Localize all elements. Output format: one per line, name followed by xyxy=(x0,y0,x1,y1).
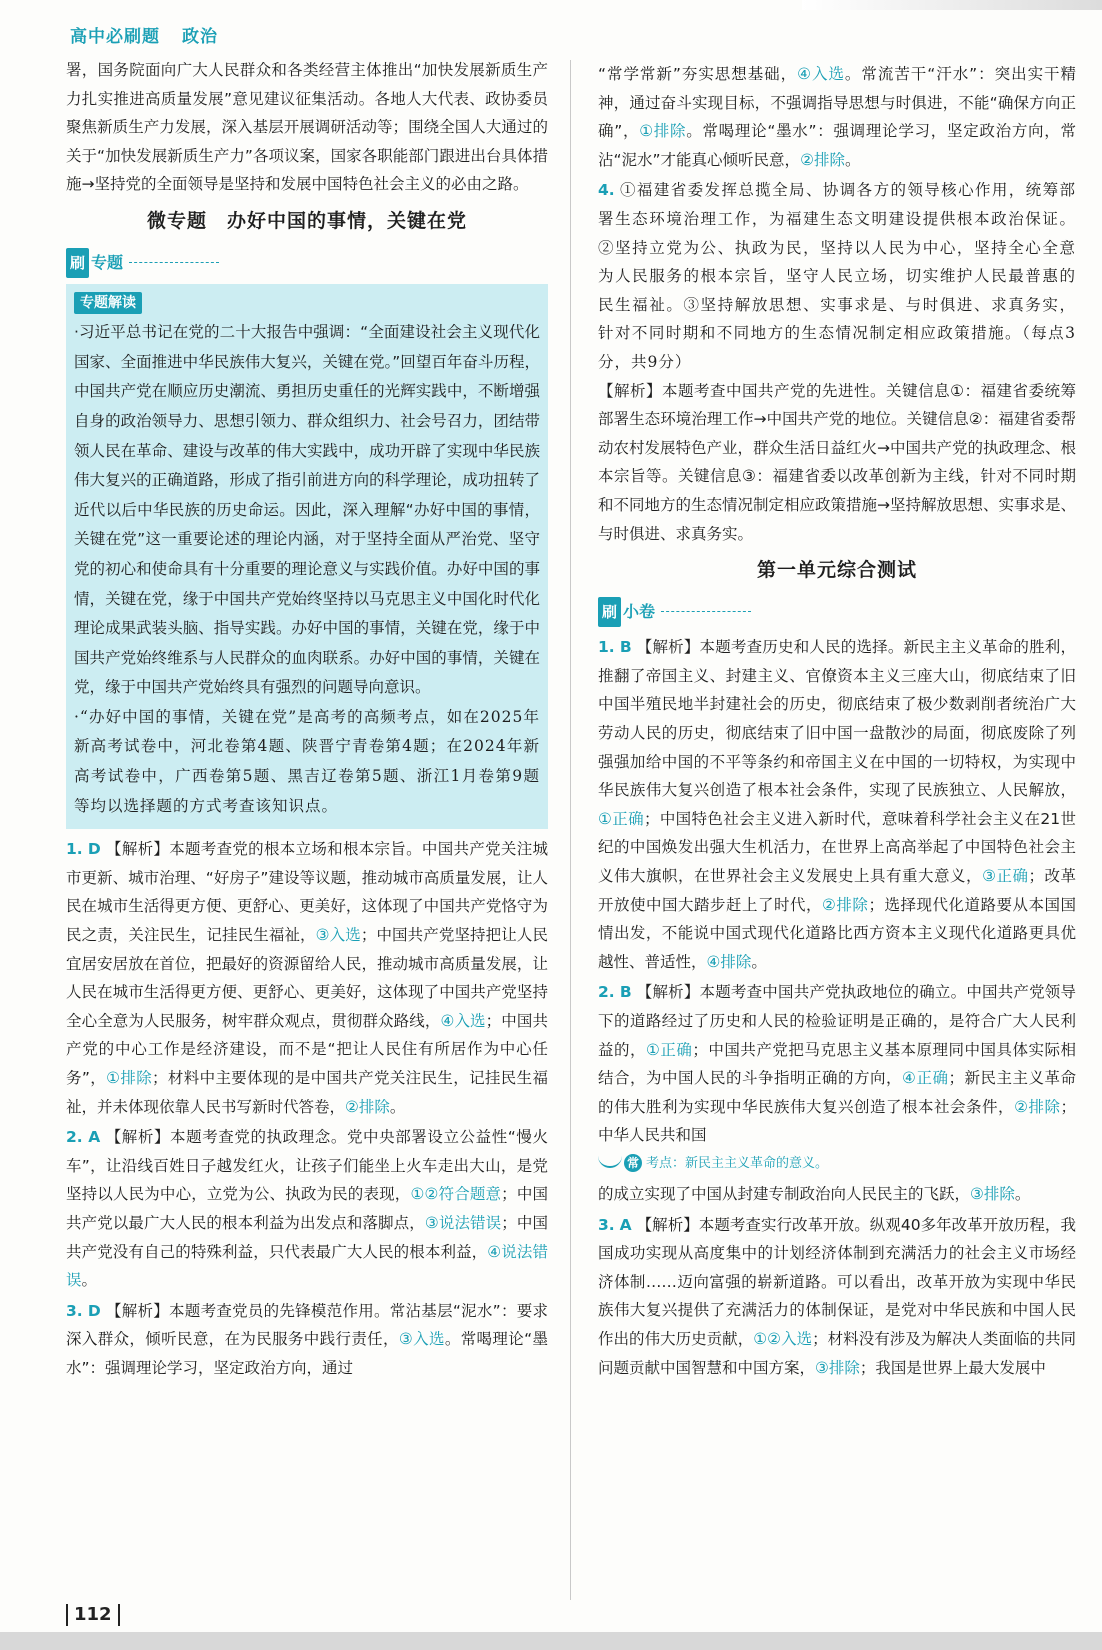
analysis-text: 。 xyxy=(389,1097,406,1116)
continued-item-3 xyxy=(598,60,1076,174)
judgement-mark: ②排除 xyxy=(800,150,845,169)
frequent-badge: 常 xyxy=(624,1154,642,1172)
answer-item-2 xyxy=(66,1123,548,1295)
answer-item-4-analysis: 【解析】本题考查中国共产党的先进性。关键信息①：福建省委统筹部署生态环境治理工作→中国共产党的地位。关键信息②：福建省委帮动农村发展特色产业，群众生活日益红火→中国共产党的执政理念、根本宗旨等。关键信息③：福建省委以改革创新为主线，针对不同时期和不同地方的生态情况制定相应政策措施→坚持解放思想、实事求是、与时俱进、求真务实。 xyxy=(598,381,1076,543)
analysis-text: 【解析】本题考查党的根本立场和根本宗旨。中国共产党关注城市更新、城市治理、“好房子”建设等议题，推动城市高质量发展，让人民在城市生活得更方便、更舒心、更美好，这体现了中国共产党恪守为民之责，关注民生，记挂民生福祉， xyxy=(66,840,548,945)
analysis-text: ；选择现代化道路要从本国国情出发，不能说中国式现代化道路比西方资本主义现代化道路更具优越性、普适性， xyxy=(598,895,1076,971)
analysis-text: 。 xyxy=(751,952,767,971)
analysis-text: ；中国共产党没有自己的特殊利益，只代表最广大人民的根本利益， xyxy=(66,1213,548,1261)
book-title: 高中必刷题 xyxy=(70,27,160,47)
analysis-text: ；材料没有涉及为解决人类面临的共同问题贡献中国智慧和中国方案， xyxy=(598,1329,1076,1377)
answer-item-3 xyxy=(66,1297,548,1383)
analysis-text: 【解析】本题考查党的执政理念。党中央部署设立公益性“慢火车”，让沿线百姓日子越发红火，让孩子们能坐上火车走出大山，是党坚持以人民为中心，立党为公、执政为民的表现， xyxy=(66,1128,548,1204)
judgement-mark: ④说法错误 xyxy=(66,1242,548,1290)
judgement-mark: ④入选 xyxy=(797,65,845,83)
item-number: 1. xyxy=(66,840,83,859)
page-corner-shade xyxy=(802,0,1102,10)
analysis-text: 。常喝理论“墨水”：强调理论学习，坚定政治方向，通过 xyxy=(66,1330,548,1377)
analysis-text: 。 xyxy=(1014,1184,1031,1203)
analysis-text: ；中国共产党的中心工作是经济建设，而不是“把让人民住有所居作为中心任务”， xyxy=(66,1011,548,1087)
analysis-text: ；中国共产党以最广大人民的根本利益为出发点和落脚点， xyxy=(66,1185,548,1232)
analysis-text: “常学常新”夯实思想基础， xyxy=(598,65,798,83)
item-number: 3. xyxy=(598,1215,615,1234)
judgement-mark: ①排除 xyxy=(639,122,687,141)
analysis-text: 。常流苦干“汗水”：突出实干精神，通过奋斗实现目标，不强调指导思想与时俱进，不能“确保方向正确”， xyxy=(598,65,1077,141)
interpretation-paragraph-2: ·“办好中国的事情，关键在党”是高考的高频考点，如在2025年新高考试卷中，河北卷第4题、陕晋宁青卷第4题；在2024年新高考试卷中，广西卷第5题、黑吉辽卷第5题、浙江1月卷第9题等均以选择题的方式考查该知识点。 xyxy=(74,707,540,815)
analysis-text: 的成立实现了中国从封建专制政治向人民民主的飞跃， xyxy=(598,1184,971,1203)
page-bottom-shadow xyxy=(0,1632,1102,1650)
column-divider xyxy=(570,60,571,1600)
tag-label: 小卷 xyxy=(623,601,656,621)
item-answer: D xyxy=(87,840,101,859)
answer-item-4 xyxy=(598,176,1076,376)
analysis-text: ；中国特色社会主义进入新时代，意味着科学社会主义在21世纪的中国焕发出强大生机活力，在世界上高高举起了中国特色社会主义伟大旗帜，在世界社会主义发展史上具有重大意义， xyxy=(598,809,1076,886)
judgement-mark: ④排除 xyxy=(706,952,752,971)
analysis-text: ；改革开放使中国大踏步赶上了时代， xyxy=(598,867,1076,914)
topic-interpretation-box xyxy=(66,284,548,829)
analysis-text: 。常喝理论“墨水”：强调理论学习，坚定政治方向，常沾“泥水”才能真心倾听民意， xyxy=(598,122,1076,169)
judgement-mark: ④正确 xyxy=(902,1069,949,1088)
shua-mark: 刷 xyxy=(66,248,89,279)
analysis-text: ；我国是世界上最大发展中 xyxy=(859,1358,1046,1377)
analysis-text: 【解析】本题考查党员的先锋模范作用。常沾基层“泥水”：要求深入群众，倾听民意，在为民服务中践行责任， xyxy=(66,1301,548,1349)
left-column xyxy=(66,56,548,1383)
analysis-text: 【解析】本题考查中国共产党执政地位的确立。中国共产党领导下的道路经过了历史和人民的检验证明是正确的，是符合广大人民利益的， xyxy=(598,983,1076,1059)
judgement-mark: ②排除 xyxy=(345,1097,390,1116)
judgement-mark: ④入选 xyxy=(440,1011,486,1030)
judgement-mark: ③入选 xyxy=(398,1330,445,1349)
analysis-text: 。 xyxy=(81,1271,98,1290)
item-number: 2. xyxy=(66,1128,83,1147)
unit-item-2 xyxy=(598,978,1076,1150)
judgement-mark: ①正确 xyxy=(646,1040,693,1059)
analysis-text: ；中国共产党把马克思主义基本原理同中国具体实际相结合，为中国人民的斗争指明正确的方向， xyxy=(598,1040,1076,1088)
item-number: 2. xyxy=(598,983,615,1002)
judgement-mark: ②排除 xyxy=(822,895,869,914)
judgement-mark: ③排除 xyxy=(970,1184,1015,1203)
judgement-mark: ②排除 xyxy=(1014,1097,1061,1116)
analysis-text: ；中国共产党坚持把让人民宜居安居放在首位，把最好的资源留给人民，推动城市高质量发展，让人民在城市生活得更方便、更舒心、更美好，这体现了中国共产党坚持全心全意为人民服务，树牢群众观点，贯彻群众路线， xyxy=(66,926,548,1030)
item-number: 4. xyxy=(598,181,615,200)
judgement-mark: ③说法错误 xyxy=(424,1213,502,1232)
box-label: 专题解读 xyxy=(74,292,142,314)
page-number: 112 xyxy=(66,1604,120,1626)
small-paper-tag xyxy=(598,597,751,628)
analysis-text: 【解析】本题考查实行改革开放。纵观40多年改革开放历程，我国成功实现从高度集中的计划经济体制到充满活力的社会主义市场经济体制……迈向富强的崭新道路。可以看出，改革开放为实现中华民族伟大复兴提供了充满活力的体制保证，是党对中华民族和中国人民作出的伟大历史贡献， xyxy=(598,1215,1076,1348)
analysis-text: 。 xyxy=(844,150,861,169)
model-answer: ①福建省委发挥总揽全局、协调各方的领导核心作用，统筹部署生态环境治理工作，为福建生态文明建设提供根本政治保证。②坚持立党为公、执政为民，坚持以人民为中心，坚持全心全意为人民服务的根本宗旨，坚守人民立场，切实维护人民最普惠的民生福祉。③坚持解放思想、实事求是、与时俱进、求真务实，针对不同时期和不同地方的生态情况制定相应政策措施。（每点3分，共9分） xyxy=(598,181,1076,371)
note-arrow-icon xyxy=(598,1154,622,1168)
item-answer: B xyxy=(619,638,632,657)
shua-mark: 刷 xyxy=(598,597,621,628)
unit-item-3 xyxy=(598,1211,1076,1383)
key-point-note xyxy=(598,1152,1076,1176)
item-answer: A xyxy=(88,1128,101,1147)
interpretation-paragraph-1: ·习近平总书记在党的二十大报告中强调：“全面建设社会主义现代化国家、全面推进中华民族伟大复兴，关键在党。”回望百年奋斗历程，中国共产党在顺应历史潮流、勇担历史重任的光辉实践中，不断增强自身的政治领导力、思想引领力、群众组织力、社会号召力，团结带领人民在革命、建设与改革的伟大实践中，成功开辟了实现中华民族伟大复兴的正确道路，形成了指引前进方向的科学理论，成功扭转了近代以后中华民族的历史命运。因此，深入理解“办好中国的事情，关键在党”这一重要论述的理论内涵，对于坚持全面从严治党、坚守党的初心和使命具有十分重要的理论意义与实践价值。办好中国的事情，关键在党，缘于中国共产党始终坚持以马克思主义中国化时代化理论成果武装头脑、指导实践。办好中国的事情，关键在党，缘于中国共产党始终维系与人民群众的血肉联系。办好中国的事情，关键在党，缘于中国共产党始终具有强烈的问题导向意识。 xyxy=(74,323,540,697)
tag-dashed-line xyxy=(129,262,219,263)
section-title-unit-test: 第一单元综合测试 xyxy=(756,559,917,582)
judgement-mark: ①②符合题意 xyxy=(410,1185,502,1204)
unit-item-1 xyxy=(598,633,1076,976)
judgement-mark: ③入选 xyxy=(315,926,361,945)
answer-item-1 xyxy=(66,835,548,1121)
item-answer: D xyxy=(87,1301,101,1320)
item-answer: A xyxy=(619,1215,632,1234)
analysis-text: 【解析】本题考查历史和人民的选择。新民主主义革命的胜利，推翻了帝国主义、封建主义、官僚资本主义三座大山，彻底结束了旧中国半殖民地半封建社会的历史，彻底结束了极少数剥削者统治广大劳动人民的历史，彻底结束了旧中国一盘散沙的局面，彻底废除了列强强加给中国的不平等条约和帝国主义在中国的一切特权，为实现中华民族伟大复兴创造了根本社会条件，实现了民族独立、人民解放， xyxy=(598,638,1076,800)
right-column xyxy=(598,60,1076,1382)
item-number: 1. xyxy=(598,638,615,657)
topic-tag xyxy=(66,248,219,279)
judgement-mark: ①排除 xyxy=(106,1069,153,1087)
analysis-text: ；材料中主要体现的是中国共产党关注民生，记挂民生福祉，并未体现依靠人民书写新时代答卷， xyxy=(66,1069,548,1116)
item-answer: B xyxy=(619,983,632,1002)
judgement-mark: ①正确 xyxy=(598,809,644,828)
section-title-micro-topic: 微专题 办好中国的事情，关键在党 xyxy=(146,209,467,232)
unit-item-2-continued xyxy=(598,1180,1076,1209)
judgement-mark: ③正确 xyxy=(982,867,1029,886)
analysis-text: ；中华人民共和国 xyxy=(598,1097,1076,1145)
item-number: 3. xyxy=(66,1301,83,1320)
tag-label: 专题 xyxy=(91,252,124,272)
judgement-mark: ③排除 xyxy=(815,1358,860,1377)
running-header xyxy=(70,22,218,47)
tag-dashed-line xyxy=(661,611,751,612)
intro-paragraph: 署，国务院面向广大人民群众和各类经营主体推出“加快发展新质生产力扎实推进高质量发展”意见建议征集活动。各地人大代表、政协委员聚焦新质生产力发展，深入基层开展调研活动等；围绕全国人大通过的关于“加快发展新质生产力”各项议案，国家各职能部门跟进出台具体措施→坚持党的全面领导是坚持和发展中国特色社会主义的必由之路。 xyxy=(66,61,548,194)
analysis-text: ；新民主主义革命的伟大胜利为实现中华民族伟大复兴创造了根本社会条件， xyxy=(598,1069,1076,1116)
subject-title: 政治 xyxy=(182,27,218,47)
judgement-mark: ①②入选 xyxy=(753,1329,813,1348)
key-point-text: 考点：新民主主义革命的意义。 xyxy=(646,1155,829,1171)
